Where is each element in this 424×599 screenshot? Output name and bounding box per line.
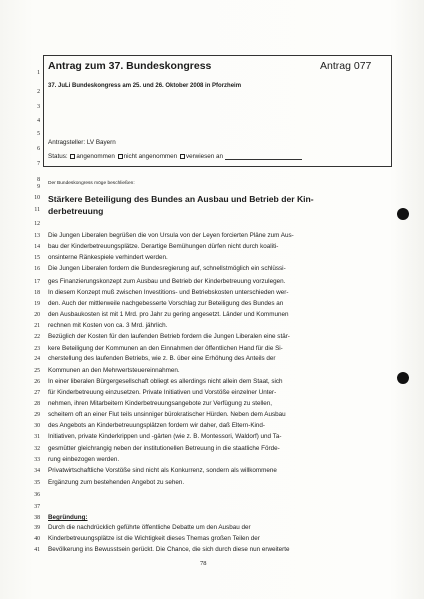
body-line: cherstellung des laufenden Betriebs, wie z. B. über eine Erhöhung des Anteils der bbox=[48, 355, 276, 362]
line-number: 10 bbox=[34, 195, 40, 201]
intro-text: Der Bundeskongress möge beschließen: bbox=[48, 181, 135, 186]
line-number: 8 bbox=[37, 177, 40, 183]
line-number: 24 bbox=[34, 356, 40, 362]
line-number: 19 bbox=[34, 301, 40, 307]
blank-underline bbox=[225, 153, 302, 160]
line-number: 28 bbox=[34, 401, 40, 407]
line-number: 11 bbox=[34, 207, 40, 213]
checkbox-nicht-angenommen bbox=[118, 154, 123, 159]
line-number: 15 bbox=[34, 255, 40, 261]
page-number: 78 bbox=[200, 560, 207, 567]
line-number: 32 bbox=[34, 446, 40, 452]
begruendung-line: Kinderbetreuungsplätze ist die Wichtigkeit dieses Themas großen Teilen der bbox=[48, 535, 260, 542]
line-number: 36 bbox=[34, 492, 40, 498]
line-number: 25 bbox=[34, 368, 40, 374]
body-line: nehmen, ihren Mitarbeitern Kinderbetreuungsangebote zur Verfügung zu stellen, bbox=[48, 400, 273, 407]
body-line: den. Auch der mittlerweile nachgebesserte Vorschlag zur Beteiligung des Bundes an bbox=[48, 300, 284, 307]
body-line: Privatwirtschaftliche Vorstöße sind nicht als Konkurrenz, sondern als willkommene bbox=[48, 467, 277, 474]
body-line: In diesem Konzept muß zwischen Investitions- und Betriebskosten unterschieden wer- bbox=[48, 289, 289, 296]
body-line: Ergänzung zum bestehenden Angebot zu sehen. bbox=[48, 479, 185, 486]
line-number: 22 bbox=[34, 334, 40, 340]
line-number: 34 bbox=[34, 468, 40, 474]
checkbox-angenommen bbox=[70, 154, 75, 159]
body-line: onsinterne Ränkespiele verhindert werden. bbox=[48, 254, 168, 261]
body-line: ges Finanzierungskonzept zum Ausbau und Betrieb der Kinderbetreuung vorzulegen. bbox=[48, 278, 286, 285]
line-number: 17 bbox=[34, 279, 40, 285]
heading-line: derbetreuung bbox=[48, 206, 104, 216]
body-line: Initiativen, private Kinderkrippen und -gärten (wie z. B. Montessori, Waldorf) und Ta- bbox=[48, 433, 282, 440]
body-line: den Ausbaukosten ist mit 1 Mrd. pro Jahr zu gering angesetzt. Länder und Kommunen bbox=[48, 311, 289, 318]
status-option: nicht angenommen bbox=[123, 153, 178, 160]
line-number: 4 bbox=[37, 118, 40, 124]
line-number: 33 bbox=[34, 457, 40, 463]
line-number: 20 bbox=[34, 312, 40, 318]
line-number: 37 bbox=[34, 504, 40, 510]
line-number: 5 bbox=[37, 131, 40, 137]
heading-line: Stärkere Beteiligung des Bundes an Ausbau und Betrieb der Kin- bbox=[48, 194, 314, 204]
line-number: 21 bbox=[34, 323, 40, 329]
line-number: 7 bbox=[37, 161, 40, 167]
line-number: 9 bbox=[37, 184, 40, 190]
line-number: 35 bbox=[34, 480, 40, 486]
body-line: scheitern oft an einer Flut teils unsinniger bürokratischer Hürden. Neben dem Ausbau bbox=[48, 411, 286, 418]
body-line: In einer liberalen Bürgergesellschaft obliegt es allerdings nicht allein dem Staat, sich bbox=[48, 378, 283, 385]
status-option: angenommen bbox=[76, 153, 115, 160]
line-number: 16 bbox=[34, 266, 40, 272]
body-line: kere Beteiligung der Kommunen an den Einnahmen der öffentlichen Hand für die Si- bbox=[48, 345, 283, 352]
body-line: bau der Kinderbetreuungsplätze. Derartige Bemühungen dürfen nicht durch koaliti- bbox=[48, 243, 279, 250]
line-number: 39 bbox=[34, 525, 40, 531]
begruendung-line: Bevölkerung ins Bewusstsein gerückt. Die Chance, die sich durch diese nun erweiterte bbox=[48, 546, 290, 553]
line-number: 31 bbox=[34, 434, 40, 440]
line-number: 14 bbox=[34, 244, 40, 250]
begruendung-label: Begründung: bbox=[48, 514, 88, 521]
line-number: 40 bbox=[34, 536, 40, 542]
line-number: 23 bbox=[34, 346, 40, 352]
body-line: Die Jungen Liberalen fordern die Bundesregierung auf, schnellstmöglich ein schlüssi- bbox=[48, 265, 286, 272]
body-line: gesmütter gleichrangig neben der institutionellen Betreuung in die staatliche Förde- bbox=[48, 445, 280, 452]
document-title: Antrag zum 37. Bundeskongress bbox=[48, 60, 212, 72]
body-line: Die Jungen Liberalen begrüßen die von Ursula von der Leyen forcierten Pläne zum Aus- bbox=[48, 232, 294, 239]
line-number: 12 bbox=[34, 221, 40, 227]
punch-hole bbox=[397, 208, 409, 220]
line-number: 6 bbox=[37, 146, 40, 152]
antrag-number: Antrag 077 bbox=[320, 60, 372, 72]
line-number: 1 bbox=[37, 70, 40, 76]
begruendung-line: Durch die nachdrücklich geführte öffentliche Debatte um den Ausbau der bbox=[48, 524, 251, 531]
line-number: 38 bbox=[34, 515, 40, 521]
status-line bbox=[48, 153, 302, 160]
line-number: 30 bbox=[34, 423, 40, 429]
line-number: 29 bbox=[34, 412, 40, 418]
status-option: verwiesen an bbox=[185, 153, 224, 160]
applicant-line: Antragsteller: LV Bayern bbox=[48, 139, 116, 146]
body-line: des Angebots an Kinderbetreuungsplätzen fordern wir daher, daß Eltern-Kind- bbox=[48, 422, 266, 429]
line-number: 18 bbox=[34, 290, 40, 296]
line-number: 41 bbox=[34, 547, 40, 553]
motion-heading bbox=[48, 193, 378, 217]
congress-subtitle: 37. JuLi Bundeskongress am 25. und 26. Oktober 2008 in Pforzheim bbox=[48, 83, 242, 89]
body-line: für Kinderbetreuung einzusetzen. Private Initiativen und Vorstöße einzelner Unter- bbox=[48, 389, 277, 396]
body-line: Kommunen an den Mehrwertsteuereinnahmen. bbox=[48, 367, 180, 374]
punch-hole bbox=[397, 372, 409, 384]
body-line: Bezüglich der Kosten für den laufenden Betrieb fordern die Jungen Liberalen eine stär- bbox=[48, 333, 290, 340]
line-number: 26 bbox=[34, 379, 40, 385]
line-number: 13 bbox=[34, 233, 40, 239]
checkbox-verwiesen bbox=[180, 154, 185, 159]
body-line: rechnen mit Kosten von ca. 3 Mrd. jährlich. bbox=[48, 322, 168, 329]
body-line: rung einbezogen werden. bbox=[48, 456, 120, 463]
line-number: 2 bbox=[37, 89, 40, 95]
line-number: 3 bbox=[37, 104, 40, 110]
status-label: Status: bbox=[48, 153, 68, 160]
line-number: 27 bbox=[34, 390, 40, 396]
